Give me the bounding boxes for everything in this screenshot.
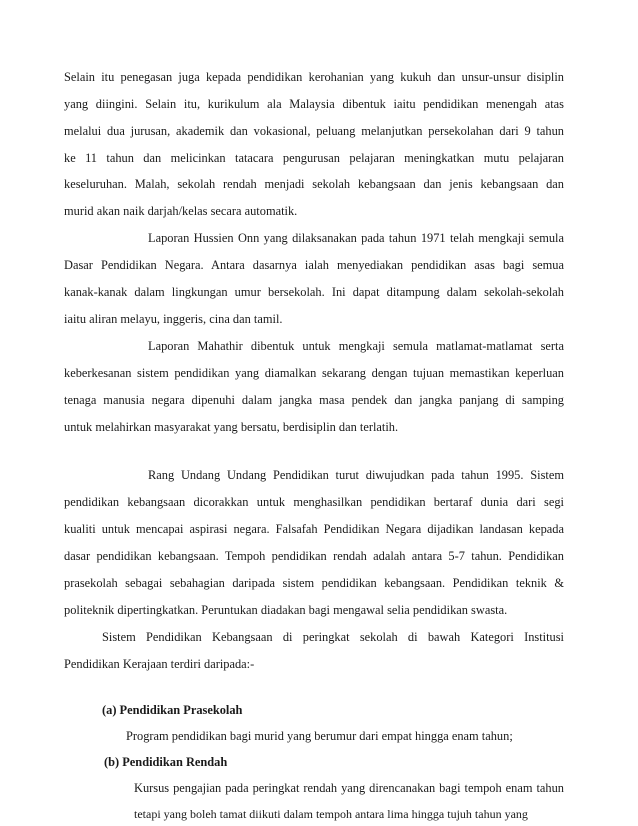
list-heading-rendah: (b) Pendidikan Rendah [104, 755, 228, 769]
paragraph-4-line: politeknik dipertingkatkan. Peruntukan diadakan bagi mengawal selia pendidikan swasta. [64, 603, 508, 617]
paragraph-3-line: Laporan Mahathir dibentuk untuk mengkaji semula matlamat-matlamat serta [148, 339, 564, 353]
paragraph-5-line: Pendidikan Kerajaan terdiri daripada:- [64, 657, 255, 671]
list-heading-prasekolah: (a) Pendidikan Prasekolah [102, 703, 243, 717]
paragraph-5-line: Sistem Pendidikan Kebangsaan di peringkat sekolah di bawah Kategori Institusi [102, 630, 564, 644]
list-item-text: Kursus pengajian pada peringkat rendah yang direncanakan bagi tempoh enam tahun [134, 781, 564, 795]
paragraph-1-line: ke 11 tahun dan melicinkan tatacara pengurusan pelajaran meningkatkan mutu pelajaran [64, 151, 564, 165]
paragraph-4-line: kualiti untuk mencapai aspirasi negara. Falsafah Pendidikan Negara dijadikan landasan kepada [64, 522, 564, 536]
paragraph-2-line: kanak-kanak dalam lingkungan umur bersekolah. Ini dapat ditampung dalam sekolah-sekolah [64, 285, 564, 299]
paragraph-2-line: Dasar Pendidikan Negara. Antara dasarnya ialah menyediakan pendidikan asas bagi semua [64, 258, 564, 272]
paragraph-4-line: pendidikan kebangsaan dicorakkan untuk menghasilkan pendidikan bertaraf dunia dari segi [64, 495, 564, 509]
paragraph-1-line: melalui dua jurusan, akademik dan vokasional, peluang melanjutkan persekolahan dari 9 tahun [64, 124, 564, 138]
list-item-text: Program pendidikan bagi murid yang berumur dari empat hingga enam tahun; [126, 729, 513, 743]
list-item-text: tetapi yang boleh tamat diikuti dalam tempoh antara lima hingga tujuh tahun yang [134, 807, 528, 821]
paragraph-1-line: Selain itu penegasan juga kepada pendidikan kerohanian yang kukuh dan unsur-unsur disiplin [64, 70, 564, 84]
paragraph-1-line: murid akan naik darjah/kelas secara automatik. [64, 204, 298, 218]
paragraph-4-line: dasar pendidikan kebangsaan. Tempoh pendidikan rendah adalah antara 5-7 tahun. Pendidikan [64, 549, 564, 563]
paragraph-3-line: tenaga manusia negara dipenuhi dalam jangka masa pendek dan jangka panjang di samping [64, 393, 564, 407]
paragraph-4-line: prasekolah sebagai sebahagian daripada sistem pendidikan kebangsaan. Pendidikan teknik & [64, 576, 564, 590]
paragraph-4-line: Rang Undang Undang Pendidikan turut diwujudkan pada tahun 1995. Sistem [148, 468, 564, 482]
paragraph-3-line: keberkesanan sistem pendidikan yang diamalkan sekarang dengan tujuan memastikan keperluan [64, 366, 564, 380]
paragraph-2-line: Laporan Hussien Onn yang dilaksanakan pada tahun 1971 telah mengkaji semula [148, 231, 564, 245]
paragraph-3-line: untuk melahirkan masyarakat yang bersatu, berdisiplin dan terlatih. [64, 420, 399, 434]
paragraph-1-line: keseluruhan. Malah, sekolah rendah menjadi sekolah kebangsaan dan jenis kebangsaan dan [64, 177, 564, 191]
paragraph-2-line: iaitu aliran melayu, inggeris, cina dan tamil. [64, 312, 283, 326]
paragraph-1-line: yang diingini. Selain itu, kurikulum ala Malaysia dibentuk iaitu pendidikan menengah atas [64, 97, 564, 111]
